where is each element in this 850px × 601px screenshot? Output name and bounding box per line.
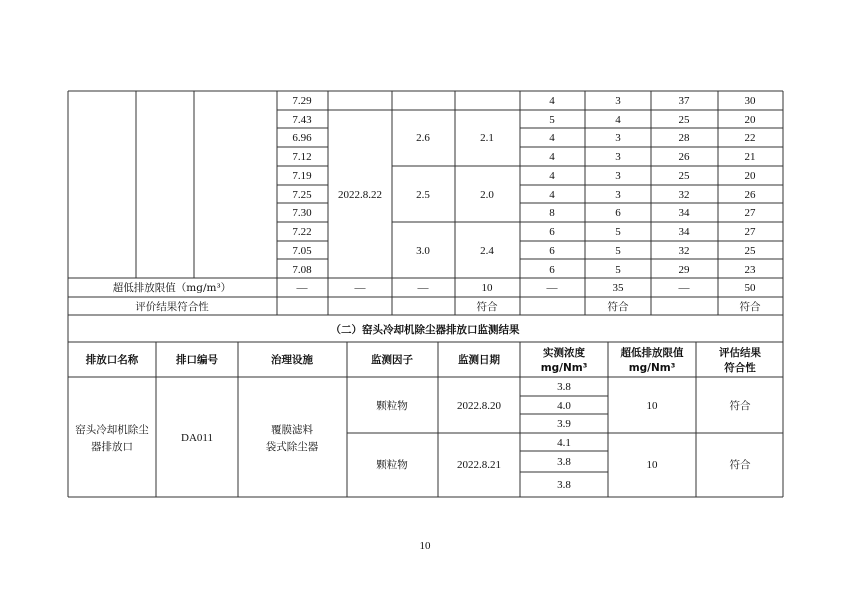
cell-r6-c4: 7.30 <box>292 207 312 219</box>
limit-val-7: 50 <box>744 282 756 294</box>
cell-r3-c9: 3 <box>615 151 621 163</box>
cell-r2-c10: 28 <box>678 132 690 144</box>
cell-r9-c8: 6 <box>549 264 555 276</box>
cell-r1-c9: 4 <box>615 114 621 126</box>
group3-a: 3.0 <box>416 245 430 257</box>
cell-r6-c8: 8 <box>549 207 555 219</box>
cell-r7-c11: 27 <box>744 226 756 238</box>
group3-b: 2.4 <box>480 245 494 257</box>
cell-r1-c8: 5 <box>549 114 555 126</box>
eval-row-label: 评价结果符合性 <box>135 301 209 313</box>
facility-line2: 袋式除尘器 <box>265 441 319 453</box>
eval-val-2: 符合 <box>739 301 761 313</box>
outlet-code: DA011 <box>181 432 213 444</box>
header-measured: 实测浓度 <box>543 347 585 359</box>
cell-r3-c8: 4 <box>549 151 555 163</box>
g2-result: 符合 <box>729 459 751 471</box>
g2-value-1: 3.8 <box>557 456 571 468</box>
cell-r2-c8: 4 <box>549 132 555 144</box>
limit-val-3: 10 <box>481 282 493 294</box>
cell-r7-c10: 34 <box>678 226 690 238</box>
limit-val-2: — <box>417 282 429 294</box>
cell-r3-c11: 21 <box>744 151 756 163</box>
table-grid <box>68 91 783 497</box>
cell-r9-c9: 5 <box>615 264 621 276</box>
cell-r1-c10: 25 <box>678 114 690 126</box>
cell-r2-c9: 3 <box>615 132 621 144</box>
group2-b: 2.0 <box>480 189 494 201</box>
cell-r9-c11: 23 <box>744 264 756 276</box>
outlet-name-line1: 窑头冷却机除尘 <box>75 424 149 436</box>
cell-r6-c9: 6 <box>615 207 621 219</box>
limit-val-1: — <box>354 282 366 294</box>
cell-r5-c9: 3 <box>615 189 621 201</box>
cell-r5-c4: 7.25 <box>292 189 312 201</box>
cell-r8-c8: 6 <box>549 245 555 257</box>
cell-r3-c10: 26 <box>678 151 690 163</box>
cell-r1-c4: 7.43 <box>292 114 312 126</box>
outlet-name-line2: 器排放口 <box>91 441 133 453</box>
g1-value-0: 3.8 <box>557 381 571 393</box>
cell-r0-c11: 30 <box>744 95 756 107</box>
cell-r5-c8: 4 <box>549 189 555 201</box>
cell-r8-c10: 32 <box>678 245 690 257</box>
page-number: 10 <box>419 540 431 552</box>
cell-r6-c10: 34 <box>678 207 690 219</box>
cell-r0-c9: 3 <box>615 95 621 107</box>
cell-r5-c11: 26 <box>744 189 756 201</box>
group1-b: 2.1 <box>480 132 494 144</box>
cell-r4-c8: 4 <box>549 170 555 182</box>
header-outlet-code: 排口编号 <box>176 354 218 366</box>
header-limit: 超低排放限值 <box>620 347 684 359</box>
cell-r9-c4: 7.08 <box>292 264 312 276</box>
limit-val-6: — <box>678 282 690 294</box>
group1-a: 2.6 <box>416 132 430 144</box>
header-facility: 治理设施 <box>271 354 313 366</box>
header-factor: 监测因子 <box>371 354 413 366</box>
cell-r7-c4: 7.22 <box>292 226 312 238</box>
facility-line1: 覆膜滤料 <box>271 424 313 436</box>
cell-r7-c9: 5 <box>615 226 621 238</box>
merged-date: 2022.8.22 <box>338 189 382 201</box>
lower-table <box>75 346 761 491</box>
g2-factor: 颗粒物 <box>376 459 408 471</box>
header-outlet-name: 排放口名称 <box>85 354 139 366</box>
group2-a: 2.5 <box>416 189 430 201</box>
header-result: 评估结果 <box>719 347 761 359</box>
g1-value-2: 3.9 <box>557 418 571 430</box>
g2-limit: 10 <box>646 459 658 471</box>
header-date: 监测日期 <box>458 354 500 366</box>
g1-factor: 颗粒物 <box>376 400 408 412</box>
g1-value-1: 4.0 <box>557 400 571 412</box>
g2-value-0: 4.1 <box>557 437 571 449</box>
cell-r4-c11: 20 <box>744 170 756 182</box>
g1-date: 2022.8.20 <box>457 400 501 412</box>
cell-r0-c8: 4 <box>549 95 555 107</box>
cell-r4-c10: 25 <box>678 170 690 182</box>
section-title: （二）窑头冷却机除尘器排放口监测结果 <box>330 324 520 336</box>
g1-result: 符合 <box>729 400 751 412</box>
limit-row-label: 超低排放限值（mg/m³） <box>112 282 232 294</box>
g2-date: 2022.8.21 <box>457 459 501 471</box>
cell-r2-c4: 6.96 <box>292 132 312 144</box>
cell-r9-c10: 29 <box>678 264 690 276</box>
cell-r4-c4: 7.19 <box>292 170 312 182</box>
cell-r5-c10: 32 <box>678 189 690 201</box>
cell-r0-c4: 7.29 <box>292 95 312 107</box>
cell-r3-c4: 7.12 <box>292 151 312 163</box>
g2-value-2: 3.8 <box>557 479 571 491</box>
limit-val-4: — <box>546 282 558 294</box>
limit-val-5: 35 <box>612 282 624 294</box>
header-measured-unit: mg/Nm³ <box>540 362 588 374</box>
cell-r8-c11: 25 <box>744 245 756 257</box>
cell-r0-c10: 37 <box>678 95 690 107</box>
cell-r8-c9: 5 <box>615 245 621 257</box>
limit-val-0: — <box>296 282 308 294</box>
header-limit-unit: mg/Nm³ <box>628 362 676 374</box>
g1-limit: 10 <box>646 400 658 412</box>
eval-val-0: 符合 <box>476 301 498 313</box>
cell-r1-c11: 20 <box>744 114 756 126</box>
cell-r8-c4: 7.05 <box>292 245 312 257</box>
cell-r6-c11: 27 <box>744 207 756 219</box>
header-result-2: 符合性 <box>724 362 756 374</box>
cell-r4-c9: 3 <box>615 170 621 182</box>
cell-r7-c8: 6 <box>549 226 555 238</box>
cell-r2-c11: 22 <box>744 132 756 144</box>
eval-val-1: 符合 <box>607 301 629 313</box>
